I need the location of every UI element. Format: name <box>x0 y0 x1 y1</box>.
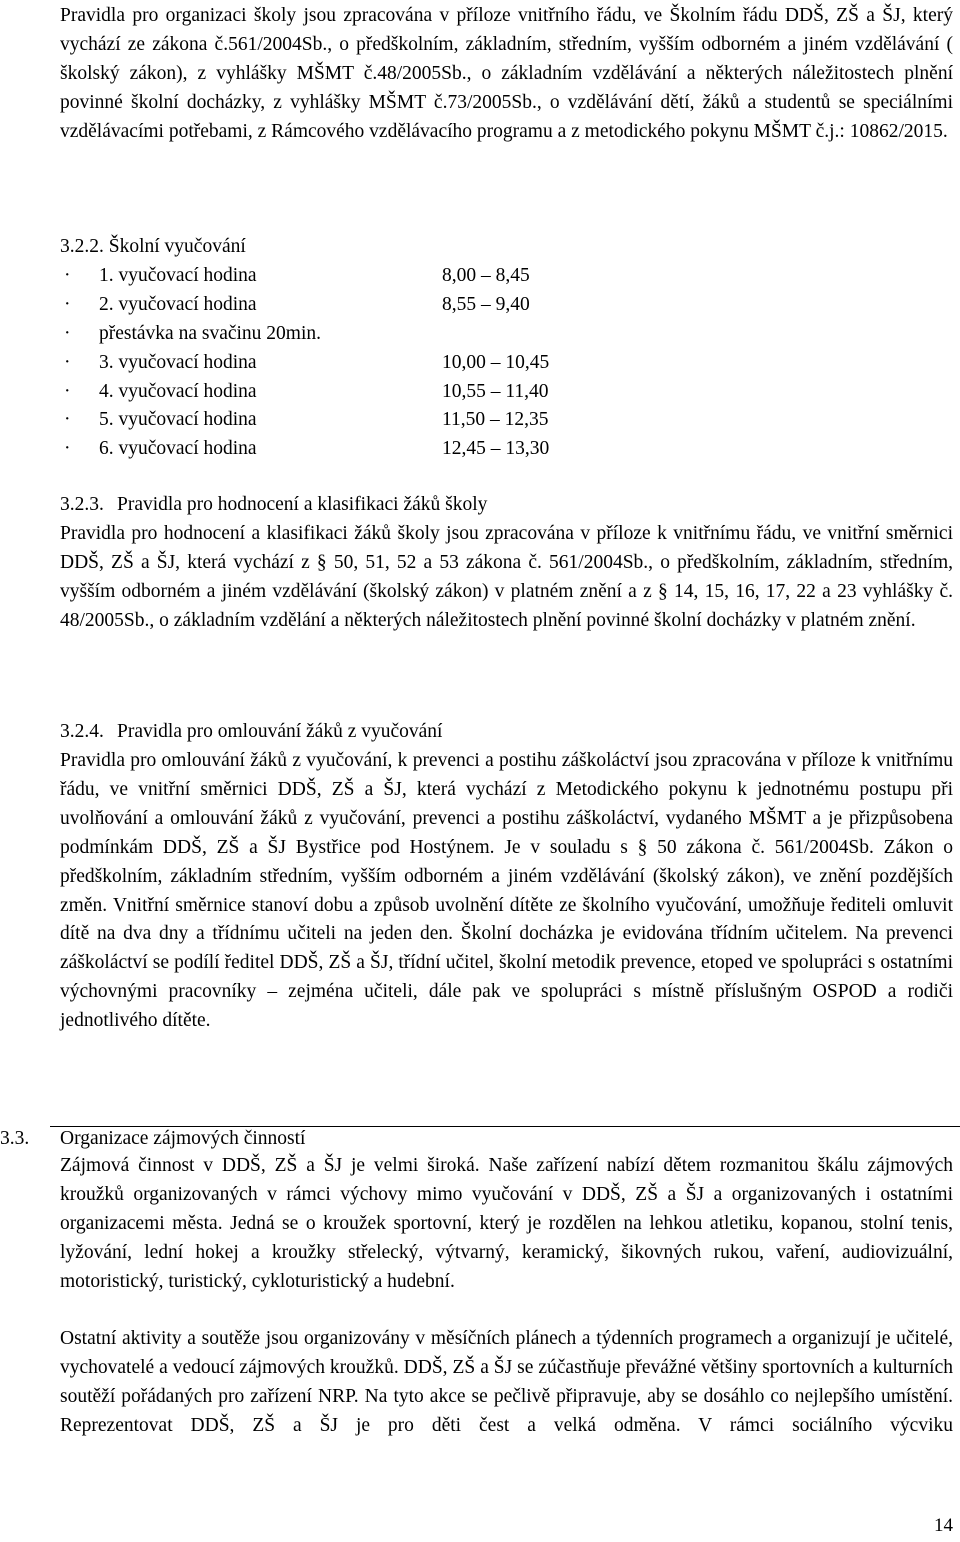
schedule-label: 5. vyučovací hodina <box>99 409 257 431</box>
schedule-time: 8,55 – 9,40 <box>442 293 530 315</box>
page-number: 14 <box>934 1515 953 1536</box>
schedule-row <box>60 378 549 407</box>
schedule-row <box>60 262 530 291</box>
bullet: · <box>64 322 71 344</box>
section-324-text: Pravidla pro omlouvání žáků z vyučování, k prevenci a postihu záškoláctví jsou zpracována v příloze k vnitřnímu řádu, ve vnitřní směrnici DDŠ, ZŠ a ŠJ, která vychází z Metodického pokynu k jednotnému postupu při uvolňování a omlouvání žáků z vyučování, prevenci a postihu záškoláctví, vydaného MŠMT a je přizpůsobena podmínkám DDŠ, ZŠ a ŠJ Bystřice pod Hostýnem. Je v souladu s § 50 zákona č. 561/2004Sb. Zákon o předškolním, základním středním, vyšším odborném a jiném vzdělávání (školský zákon), ve znění pozdějších změn. Vnitřní směrnice stanoví dobu a způsob uvolnění dítěte ze školního vyučování, umožňuje řediteli omluvit dítě na dva dny a třídnímu učiteli na jeden den. Školní docházka je evidována třídním učitelem. Na prevenci záškoláctví se podílí ředitel DDŠ, ZŠ a ŠJ, třídní učitel, školní metodik prevence, etoped ve spolupráci s ostatními výchovnými pracovníky – zejména učiteli, dále pak ve spolupráci s místně příslušným OSPOD a rodiči jednotlivého dítěte. <box>60 750 953 1032</box>
schedule-row <box>60 291 530 320</box>
section-323-text: Pravidla pro hodnocení a klasifikaci žáků školy jsou zpracována v příloze k vnitřnímu řádu, ve vnitřní směrnici DDŠ, ZŠ a ŠJ, která vychází z § 50, 51, 52 a 53 zákona č. 561/2004Sb., o předškolním, základním, středním, vyšším odborném a jiném vzdělávání (školský zákon) v platném znění a z § 14, 15, 16, 17, 22 a 23 vyhlášky č. 48/2005Sb., o základním vzdělání a některých náležitostech plnění povinné školní docházky v platném znění. <box>60 523 953 631</box>
schedule-row <box>60 320 321 349</box>
section-33-paragraph-2: Ostatní aktivity a soutěže jsou organizovány v měsíčních plánech a týdenních programech a organizují je učitelé, vychovatelé a vedoucí zájmových kroužků. DDŠ, ZŠ a ŠJ se zúčastňuje převážné většiny sportovních a kulturních soutěží pořádaných pro zařízení NRP. Na tyto akce se pečlivě připravuje, aby se dosáhlo co nejlepšího umístění. Reprezentovat DDŠ, ZŠ a ŠJ je pro děti čest a velká odměna. V rámci sociálního výcviku <box>60 1328 953 1436</box>
schedule-label: 1. vyučovací hodina <box>99 265 257 286</box>
schedule-row <box>60 349 550 378</box>
bullet: · <box>64 351 71 373</box>
schedule-row <box>60 406 549 435</box>
schedule-time: 8,00 – 8,45 <box>442 265 530 286</box>
schedule-label: 4. vyučovací hodina <box>99 380 257 402</box>
schedule-label: 6. vyučovací hodina <box>99 438 257 460</box>
schedule-row <box>60 435 550 464</box>
schedule-time: 11,50 – 12,35 <box>442 409 549 431</box>
section-number: 3.2.4. <box>60 721 104 742</box>
schedule-time: 10,00 – 10,45 <box>442 351 550 373</box>
schedule-label: 2. vyučovací hodina <box>99 293 257 315</box>
bullet: · <box>64 265 71 286</box>
section-title: Pravidla pro hodnocení a klasifikaci žáků školy <box>117 494 488 515</box>
section-33-paragraph-1: Zájmová činnost v DDŠ, ZŠ a ŠJ je velmi široká. Naše zařízení nabízí dětem rozmanitou škálu zájmových kroužků organizovaných v rámci výchovy mimo vyučování v DDŠ, ZŠ a ŠJ a organizovaných i ostatními organizacemi města. Jedná se o kroužek sportovní, který je rozdělen na lehkou atletiku, kopanou, stolní tenis, lyžování, lední hokej a kroužky střelecký, výtvarný, keramický, šikovných rukou, vaření, audiovizuální, motoristický, turistický, cykloturistický a hudební. <box>60 1155 953 1292</box>
bullet: · <box>64 409 71 431</box>
bullet: · <box>64 380 71 402</box>
section-number: 3.2.3. <box>60 494 104 515</box>
section-title: Organizace zájmových činností <box>60 1128 306 1149</box>
section-324-heading <box>60 718 442 747</box>
schedule-label: 3. vyučovací hodina <box>99 351 257 373</box>
section-33-heading <box>0 1125 305 1154</box>
lesson-schedule <box>60 262 550 464</box>
schedule-time: 10,55 – 11,40 <box>442 380 549 402</box>
section-title: Pravidla pro omlouvání žáků z vyučování <box>117 721 443 742</box>
schedule-label: přestávka na svačinu 20min. <box>99 322 322 344</box>
section-322-heading: 3.2.2. Školní vyučování <box>60 236 246 257</box>
section-323-heading <box>60 491 487 520</box>
schedule-time: 12,45 – 13,30 <box>442 438 550 460</box>
section-number: 3.3. <box>0 1128 30 1149</box>
bullet: · <box>64 438 71 460</box>
intro-paragraph: Pravidla pro organizaci školy jsou zpracována v příloze vnitřního řádu, ve Školním řádu DDŠ, ZŠ a ŠJ, který vychází ze zákona č.561/2004Sb., o předškolním, základním, středním, vyšším odborném a jiném vzdělávání ( školský zákon), z vyhlášky MŠMT č.48/2005Sb., o základním vzdělávání a některých náležitostech plnění povinné školní docházky, z vyhlášky MŠMT č.73/2005Sb., o vzdělávání dětí, žáků a studentů se speciálními vzdělávacími potřebami, z Rámcového vzdělávacího programu a z metodického pokynu MŠMT č.j.: 10862/2015. <box>60 5 953 142</box>
bullet: · <box>64 293 71 315</box>
